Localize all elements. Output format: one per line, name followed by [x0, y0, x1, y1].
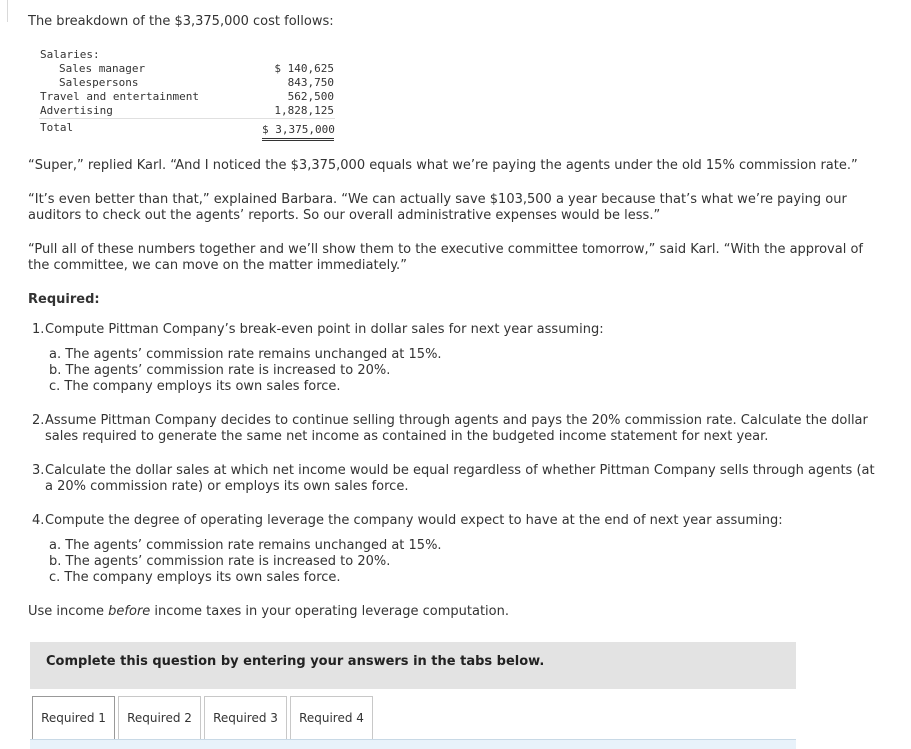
- tab-required-1[interactable]: Required 1: [32, 696, 115, 740]
- row-amount: 1,828,125: [262, 104, 334, 119]
- requirement-item: [32, 413, 882, 445]
- item-number: 1.: [32, 322, 45, 337]
- total-amount: $ 3,375,000: [262, 121, 334, 141]
- requirement-item: [32, 513, 882, 529]
- tab-required-4[interactable]: Required 4: [290, 696, 373, 740]
- required-heading: Required:: [28, 292, 100, 307]
- item-number: 2.: [32, 413, 45, 428]
- instruction-banner: Complete this question by entering your answers in the tabs below.: [30, 642, 796, 689]
- salaries-heading: Salaries:: [40, 48, 100, 61]
- item-text: Compute Pittman Company’s break-even point in dollar sales for next year assuming:: [45, 322, 604, 337]
- note-post: income taxes in your operating leverage computation.: [150, 604, 509, 619]
- item-number: 3.: [32, 463, 45, 478]
- total-label: Total: [40, 121, 74, 134]
- leverage-note: [28, 604, 509, 619]
- sub-item: c. The company employs its own sales force.: [49, 570, 341, 585]
- item-number: 4.: [32, 513, 45, 528]
- row-label: Sales manager: [59, 62, 146, 75]
- note-emphasis: before: [108, 604, 151, 619]
- row-amount: $ 140,625: [274, 62, 334, 75]
- row-label: Salespersons: [59, 76, 139, 89]
- tab-required-2[interactable]: Required 2: [118, 696, 201, 740]
- note-pre: Use income: [28, 604, 109, 619]
- left-divider: [7, 0, 8, 22]
- sub-item: a. The agents’ commission rate remains unchanged at 15%.: [49, 538, 442, 553]
- item-text: Calculate the dollar sales at which net income would be equal regardless of whether Pittman Company sells through agents (at a 20% commission rate) or employs its own sales force.: [45, 463, 875, 494]
- sub-item: b. The agents’ commission rate is increased to 20%.: [49, 363, 391, 378]
- sub-item: a. The agents’ commission rate remains unchanged at 15%.: [49, 347, 442, 362]
- item-text: Assume Pittman Company decides to continue selling through agents and pays the 20% commission rate. Calculate the dollar sales required to generate the same net income as contained in the budgeted income statement for next year.: [45, 413, 868, 444]
- tab-required-3[interactable]: Required 3: [204, 696, 287, 740]
- paragraph: “Super,” replied Karl. “And I noticed the $3,375,000 equals what we’re paying the agents under the old 15% commission rate.”: [28, 158, 858, 173]
- sub-item: c. The company employs its own sales force.: [49, 379, 341, 394]
- item-text: Compute the degree of operating leverage the company would expect to have at the end of next year assuming:: [45, 513, 783, 528]
- requirement-item: [32, 322, 882, 338]
- sub-item: b. The agents’ commission rate is increased to 20%.: [49, 554, 391, 569]
- row-label: Advertising: [40, 104, 113, 117]
- intro-text: The breakdown of the $3,375,000 cost follows:: [28, 14, 334, 29]
- paragraph: “Pull all of these numbers together and we’ll show them to the executive committee tomorrow,” said Karl. “With the approval of the committee, we can move on the matter immediately.”: [28, 242, 863, 273]
- paragraph: “It’s even better than that,” explained Barbara. “We can actually save $103,500 a year because that’s what we’re paying our auditors to check out the agents’ reports. So our overall administrative expenses would be less.”: [28, 192, 847, 223]
- row-label: Travel and entertainment: [40, 90, 199, 103]
- row-amount: 843,750: [287, 76, 334, 89]
- requirement-item: [32, 463, 882, 495]
- row-divider: [39, 118, 335, 119]
- row-amount: 562,500: [287, 90, 334, 103]
